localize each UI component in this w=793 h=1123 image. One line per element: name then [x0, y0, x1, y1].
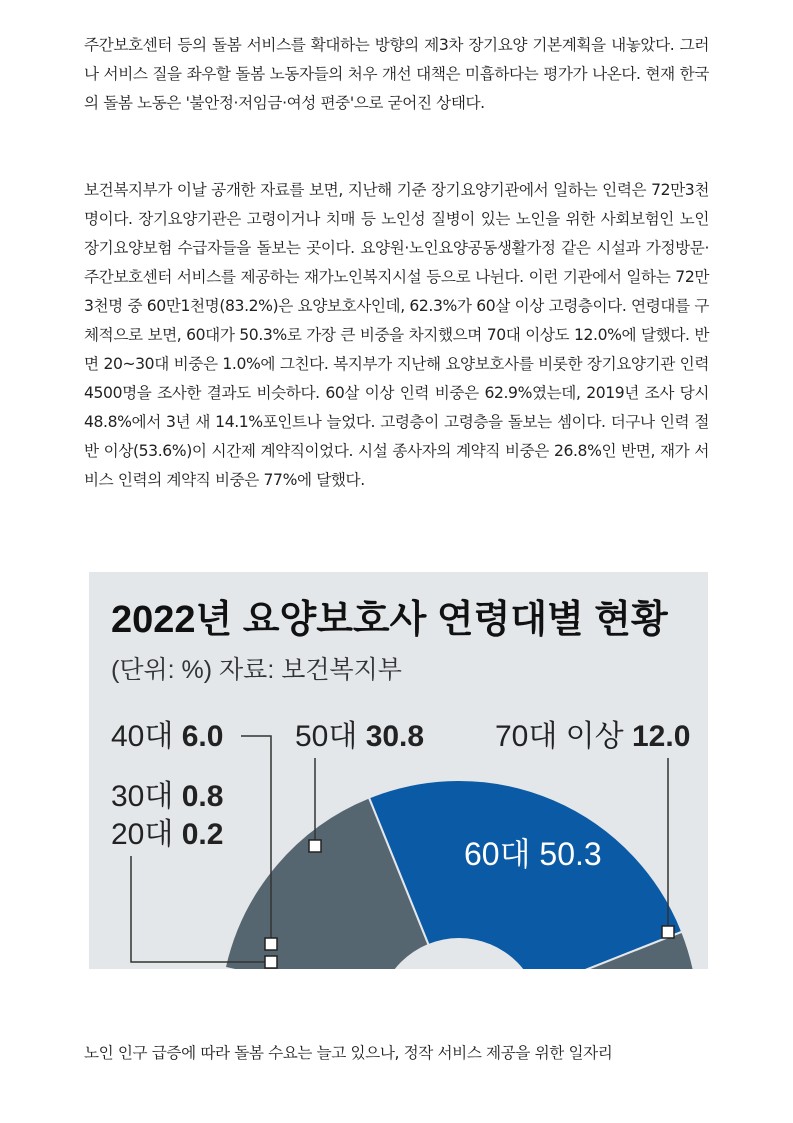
anchor-20대 — [265, 956, 277, 968]
label-20대 — [111, 818, 223, 851]
article-paragraph-3: 노인 인구 급증에 따라 돌봄 수요는 늘고 있으나, 정작 서비스 제공을 위한 일자리 — [84, 1044, 613, 1062]
label-60대: 60대 50.3 — [464, 836, 602, 872]
label-30대 — [111, 780, 223, 813]
label-category-40대: 40대 — [111, 720, 182, 753]
label-category-20대: 20대 — [111, 818, 182, 851]
anchor-50대 — [309, 840, 321, 852]
label-value-30대: 0.8 — [181, 780, 224, 813]
label-value-70대-이상: 12.0 — [631, 720, 691, 753]
label-value-40대: 6.0 — [181, 720, 224, 753]
chart-subtitle: (단위: %) 자료: 보건복지부 — [111, 656, 402, 684]
age-distribution-infographic — [89, 572, 708, 969]
label-value-20대: 0.2 — [181, 818, 224, 851]
chart-canvas — [89, 572, 708, 969]
label-50대 — [295, 720, 424, 753]
label-category-70대-이상: 70대 이상 — [495, 720, 632, 753]
anchor-40대 — [265, 938, 277, 950]
anchor-70대-이상 — [662, 926, 674, 938]
label-40대 — [111, 720, 223, 753]
label-category-30대: 30대 — [111, 780, 182, 813]
label-70대-이상 — [495, 720, 690, 753]
label-value-50대: 30.8 — [365, 720, 425, 753]
chart-title: 2022년 요양보호사 연령대별 현황 — [111, 599, 668, 641]
article-paragraph-2: 보건복지부가 이날 공개한 자료를 보면, 지난해 기준 장기요양기관에서 일하는 인력은 72만3천명이다. 장기요양기관은 고령이거나 치매 등 노인성 질병이 있는 노인을 위한 사회보험인 노인장기요양보험 수급자들을 돌보는 곳이다. 요양원·노인요양공동생활가정 같은 시설과 가정방문·주간보호센터 서비스를 제공하는 재가노인복지시설 등으로 나뉜다. 이런 기관에서 일하는 72만3천명 중 60만1천명(83.2%)은 요양보호사인데, 62.3%가 60살 이상 고령층이다. 연령대를 구체적으로 보면, 60대가 50.3%로 가장 큰 비중을 차지했으며 70대 이상도 12.0%에 달했다. 반면 20~30대 비중은 1.0%에 그친다. 복지부가 지난해 요양보호사를 비롯한 장기요양기관 인력 4500명을 조사한 결과도 비슷하다. 60살 이상 인력 비중은 62.9%였는데, 2019년 조사 당시 48.8%에서 3년 새 14.1%포인트나 늘었다. 고령층이 고령층을 돌보는 셈이다. 더구나 인력 절반 이상(53.6%)이 시간제 계약직이었다. 시설 종사자의 계약직 비중은 26.8%인 반면, 재가 서비스 인력의 계약직 비중은 77%에 달했다. — [84, 181, 709, 489]
article-paragraph-1: 주간보호센터 등의 돌봄 서비스를 확대하는 방향의 제3차 장기요양 기본계획을 내놓았다. 그러나 서비스 질을 좌우할 돌봄 노동자들의 처우 개선 대책은 미흡하다는 평가가 나온다. 현재 한국의 돌봄 노동은 '불안정·저임금·여성 편중'으로 굳어진 상태다. — [84, 36, 709, 112]
label-category-50대: 50대 — [295, 720, 366, 753]
